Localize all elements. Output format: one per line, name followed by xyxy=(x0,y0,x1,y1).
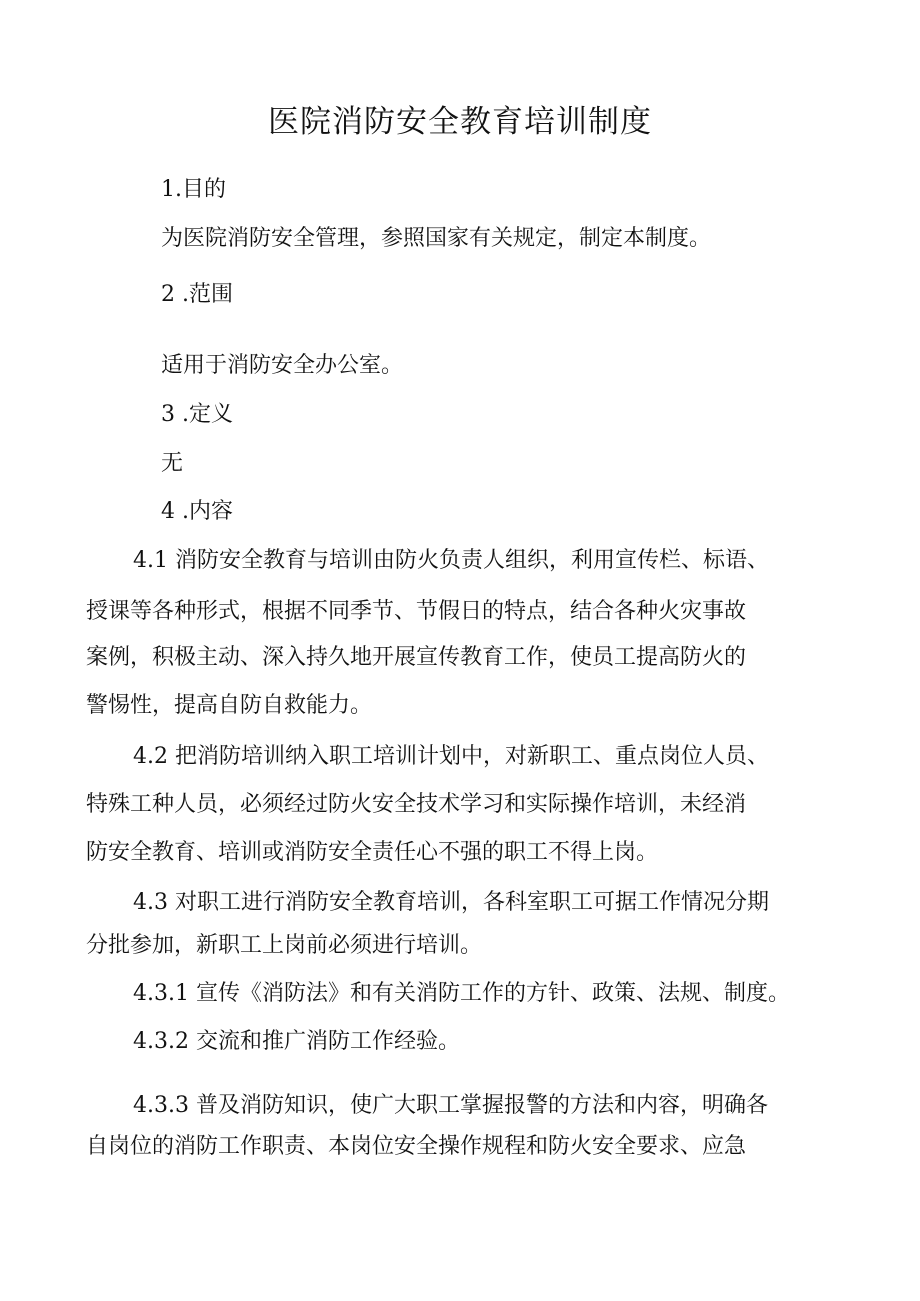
paragraph-line: 无 xyxy=(161,451,184,476)
paragraph-line: 为医院消防安全管理，参照国家有关规定，制定本制度。 xyxy=(161,226,712,251)
paragraph-line: 4.1 消防安全教育与培训由防火负责人组织，利用宣传栏、标语、 xyxy=(133,548,769,573)
section-heading-purpose: 1.目的 xyxy=(161,177,226,202)
section-heading-content: 4 .内容 xyxy=(161,499,233,524)
paragraph-line: 分批参加，新职工上岗前必须进行培训。 xyxy=(86,933,483,958)
paragraph-line: 授课等各种形式，根据不同季节、节假日的特点，结合各种火灾事故 xyxy=(86,599,747,624)
section-heading-definition: 3 .定义 xyxy=(161,402,233,427)
paragraph-line: 自岗位的消防工作职责、本岗位安全操作规程和防火安全要求、应急 xyxy=(86,1134,747,1159)
paragraph-line: 适用于消防安全办公室。 xyxy=(161,353,404,378)
paragraph-line: 4.2 把消防培训纳入职工培训计划中，对新职工、重点岗位人员、 xyxy=(133,744,769,769)
section-heading-scope: 2 .范围 xyxy=(161,282,233,307)
paragraph-line: 4.3 对职工进行消防安全教育培训，各科室职工可据工作情况分期 xyxy=(133,890,769,915)
document-title: 医院消防安全教育培训制度 xyxy=(268,104,652,140)
paragraph-line: 4.3.2 交流和推广消防工作经验。 xyxy=(133,1029,460,1054)
paragraph-line: 特殊工种人员，必须经过防火安全技术学习和实际操作培训，未经消 xyxy=(86,792,747,817)
paragraph-line: 4.3.1 宣传《消防法》和有关消防工作的方针、政策、法规、制度。 xyxy=(133,981,790,1006)
paragraph-line: 防安全教育、培训或消防安全责任心不强的职工不得上岗。 xyxy=(86,840,659,865)
paragraph-line: 案例，积极主动、深入持久地开展宣传教育工作，使员工提高防火的 xyxy=(86,645,747,670)
paragraph-line: 4.3.3 普及消防知识，使广大职工掌握报警的方法和内容，明确各 xyxy=(133,1093,768,1118)
paragraph-line: 警惕性，提高自防自救能力。 xyxy=(86,693,373,718)
